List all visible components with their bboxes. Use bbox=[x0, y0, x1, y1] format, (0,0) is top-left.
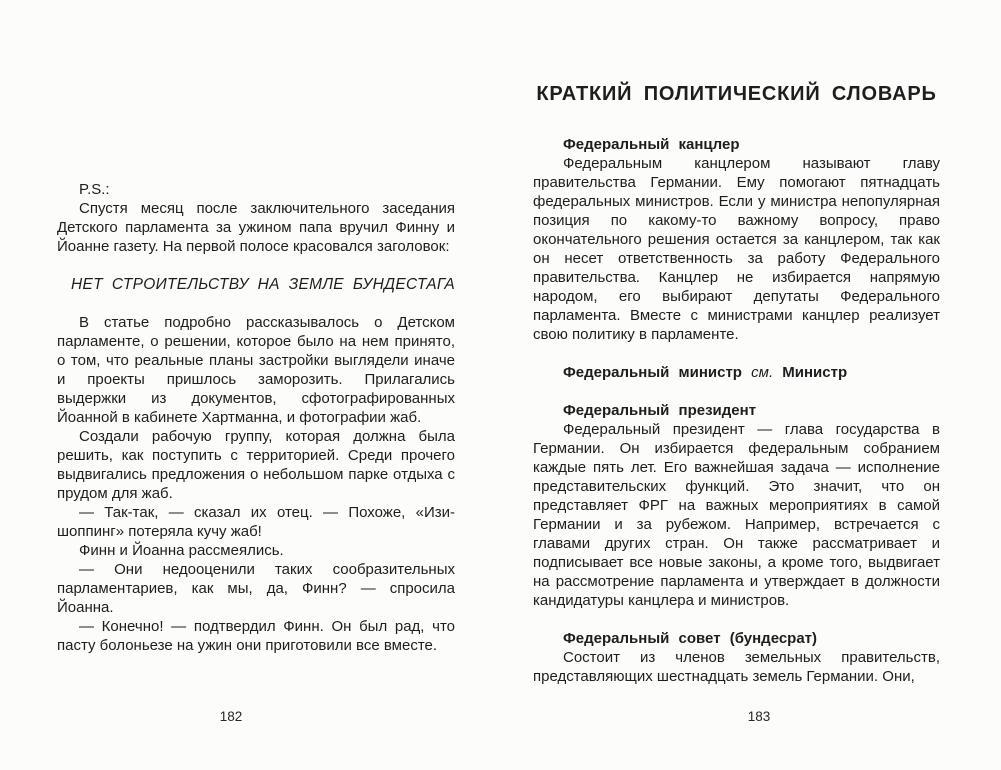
dialogue-paragraph: — Конечно! — подтвердил Финн. Он был рад, что пасту болоньезе на ужин они приготовили все вместе. bbox=[57, 618, 455, 654]
page-number-left: 182 bbox=[219, 709, 243, 724]
entry-term: Федеральный президент bbox=[563, 402, 757, 419]
left-text-column bbox=[57, 180, 455, 655]
entry-body: Федеральный президент — глава государства в Германии. Он избирается федеральным собранием каждые пять лет. Его важнейшая задача — исполнение представительских функций. Это значит, что он представляет ФРГ на важных мероприятиях в самой Германии и за рубежом. Например, встречается с главами других стран. Он также рассматривает и подписывает все новые законы, а кроме того, выдвигает на рассмотрение парламента и утверждает в должности кандидатуры канцлера и министров. bbox=[533, 421, 940, 609]
dictionary-entry-minister-crossref bbox=[533, 363, 940, 382]
newspaper-headline: НЕТ СТРОИТЕЛЬСТВУ НА ЗЕМЛЕ БУНДЕСТАГА bbox=[71, 276, 455, 293]
ps-label: P.S.: bbox=[79, 181, 110, 198]
entry-body: Федеральным канцлером называют главу правительства Германии. Ему помогают пятнадцать федеральных министров. Если у министра непопулярная позиция по какому-то важному вопросу, право окончательного решения остается за канцлером, так как он несет ответственность за работу Федерального правительства. Канцлер не избирается напрямую народом, его выбирают депутаты Федерального парламента. Вместе с министрами канцлер реализует свою политику в парламенте. bbox=[533, 155, 940, 343]
entry-term: Федеральный министр bbox=[563, 364, 742, 381]
narration-paragraph: Финн и Йоанна рассмеялись. bbox=[79, 542, 284, 559]
see-label: см. bbox=[751, 364, 774, 381]
article-paragraph: Создали рабочую группу, которая должна была решить, как поступить с территорией. Среди прочего выдвигались предложения о небольшом парке отдыха с прудом для жаб. bbox=[57, 428, 455, 502]
dialogue-paragraph: — Они недооценили таких сообразительных парламентариев, как мы, да, Финн? — спросила Йоанна. bbox=[57, 561, 455, 616]
dictionary-entry-bundesrat bbox=[533, 629, 940, 686]
entry-term-line bbox=[533, 363, 940, 382]
dictionary-entry-president bbox=[533, 401, 940, 610]
intro-paragraph: Спустя месяц после заключительного заседания Детского парламента за ужином папа вручил Финну и Йоанне газету. На первой полосе красовался заголовок: bbox=[57, 200, 455, 255]
entry-term: Федеральный канцлер bbox=[563, 136, 740, 153]
entry-body: Состоит из членов земельных правительств, представляющих шестнадцать земель Германии. Они, bbox=[533, 649, 940, 685]
see-target: Министр bbox=[782, 364, 848, 381]
right-text-column bbox=[533, 82, 940, 686]
dictionary-entry-kanzler bbox=[533, 135, 940, 344]
entry-term: Федеральный совет (бундесрат) bbox=[563, 630, 818, 647]
dictionary-title: КРАТКИЙ ПОЛИТИЧЕСКИЙ СЛОВАРЬ bbox=[536, 83, 937, 105]
article-paragraph: В статье подробно рассказывалось о Детском парламенте, о решении, которое было на нем принято, о том, что реальные планы застройки выглядели иначе и проекты пришлось заморозить. Прилагались выдержки из документов, сфотографированных Йоанной в кабинете Хартманна, и фотографии жаб. bbox=[57, 314, 455, 426]
page-number-right: 183 bbox=[747, 709, 771, 724]
dialogue-paragraph: — Так-так, — сказал их отец. — Похоже, «Изи-шоппинг» потеряла кучу жаб! bbox=[57, 504, 455, 540]
